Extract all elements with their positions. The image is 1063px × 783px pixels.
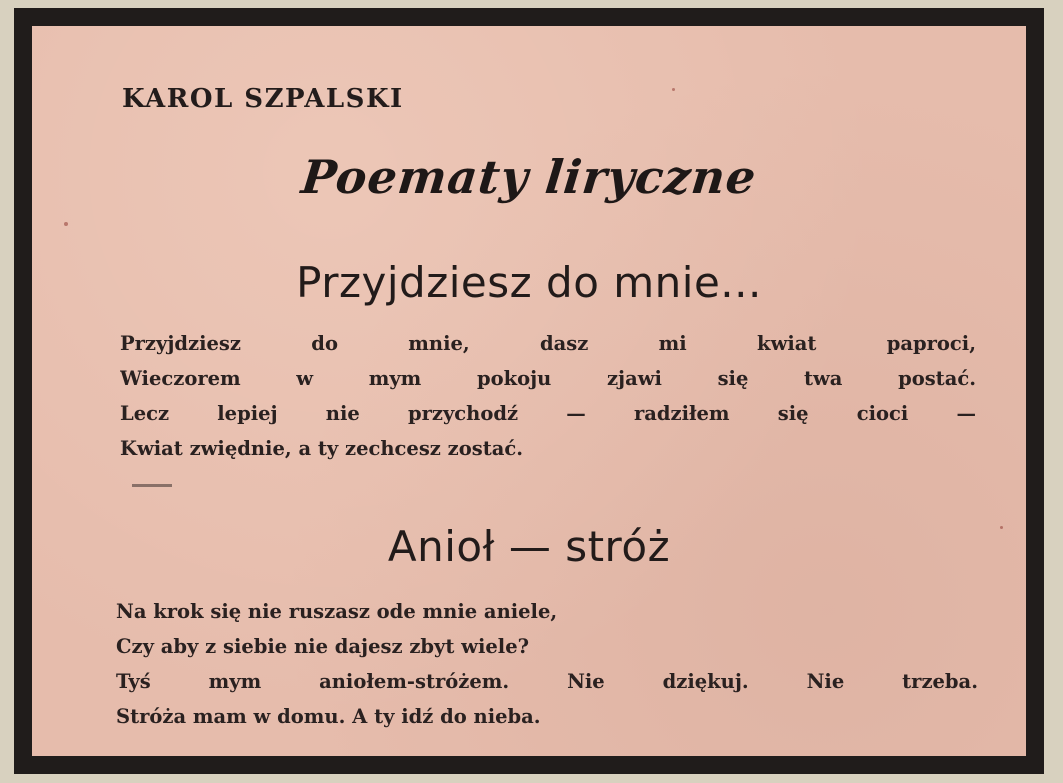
poem-2-line: Tyś mym aniołem-stróżem. Nie dziękuj. Nie trzeba. — [116, 670, 978, 693]
poem-2-line: Czy aby z siebie nie dajesz zbyt wiele? — [116, 635, 530, 658]
paper-speck — [672, 88, 675, 91]
paper-speck — [1000, 526, 1003, 529]
cycle-title: Poematy liryczne — [298, 150, 760, 204]
poem-1-line: Wieczorem w mym pokoju zjawi się twa postać. — [120, 367, 976, 390]
poem-1-line: Przyjdziesz do mnie, dasz mi kwiat paproci, — [120, 332, 976, 355]
poem-2-stanza — [116, 594, 978, 734]
clipping-body — [32, 26, 1026, 756]
poem-title-2: Anioł — stróż — [387, 522, 671, 571]
black-border-frame — [14, 8, 1044, 774]
poem-1-line: Kwiat zwiędnie, a ty zechcesz zostać. — [120, 437, 524, 460]
poem-2-line: Stróża mam w domu. A ty idź do nieba. — [116, 705, 541, 728]
ink-dash-mark — [132, 484, 172, 487]
author-name: KAROL SZPALSKI — [122, 84, 404, 114]
poem-2-line: Na krok się nie ruszasz ode mnie aniele, — [116, 600, 558, 623]
paper-speck — [64, 222, 68, 226]
poem-title-1: Przyjdziesz do mnie... — [296, 258, 762, 307]
poem-1-stanza — [120, 326, 976, 466]
poem-1-line: Lecz lepiej nie przychodź — radziłem się cioci — — [120, 402, 976, 425]
